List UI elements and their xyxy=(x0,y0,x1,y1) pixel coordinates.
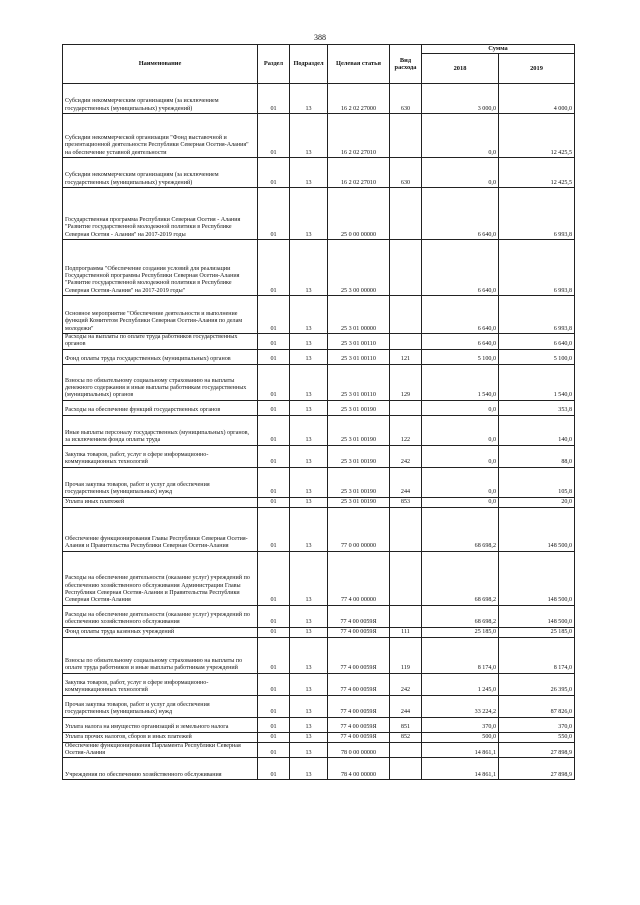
row-name: Прочая закупка товаров, работ и услуг для обеспечения государственных (муниципальных) нужд xyxy=(63,467,258,497)
row-subsection: 13 xyxy=(290,400,328,415)
row-target: 25 3 01 00110 xyxy=(328,334,390,350)
row-name: Учреждения по обеспечению хозяйственного обслуживания xyxy=(63,758,258,780)
row-section: 01 xyxy=(258,507,290,551)
row-expense-type xyxy=(390,758,422,780)
row-target: 16 2 02 27000 xyxy=(328,84,390,114)
row-sum-2018: 6 640,0 xyxy=(422,188,499,240)
row-section: 01 xyxy=(258,637,290,673)
table-row xyxy=(63,673,575,695)
row-expense-type xyxy=(390,605,422,627)
row-section: 01 xyxy=(258,240,290,296)
row-sum-2018: 0,0 xyxy=(422,400,499,415)
row-name: Уплата прочих налогов, сборов и иных платежей xyxy=(63,732,258,742)
row-expense-type: 630 xyxy=(390,84,422,114)
row-sum-2018: 8 174,0 xyxy=(422,637,499,673)
row-sum-2018: 25 185,0 xyxy=(422,627,499,637)
row-sum-2019: 148 500,0 xyxy=(499,605,575,627)
row-sum-2019: 87 826,0 xyxy=(499,695,575,717)
row-sum-2018: 6 640,0 xyxy=(422,296,499,334)
row-sum-2018: 370,0 xyxy=(422,717,499,732)
table-row xyxy=(63,415,575,445)
row-subsection: 13 xyxy=(290,758,328,780)
row-section: 01 xyxy=(258,364,290,400)
row-name: Взносы по обязательному социальному страхованию на выплаты денежного содержания и иные выплаты работникам государственных (муниципальных) органов xyxy=(63,364,258,400)
row-target: 77 4 00 0059Я xyxy=(328,717,390,732)
row-target: 25 3 01 00110 xyxy=(328,349,390,364)
row-section: 01 xyxy=(258,349,290,364)
row-subsection: 13 xyxy=(290,445,328,467)
row-subsection: 13 xyxy=(290,296,328,334)
row-subsection: 13 xyxy=(290,497,328,507)
table-row xyxy=(63,732,575,742)
row-section: 01 xyxy=(258,742,290,758)
row-expense-type xyxy=(390,334,422,350)
table-row xyxy=(63,114,575,158)
table-row xyxy=(63,188,575,240)
row-target: 25 3 00 00000 xyxy=(328,240,390,296)
row-expense-type xyxy=(390,188,422,240)
table-row xyxy=(63,717,575,732)
table-row xyxy=(63,240,575,296)
row-sum-2019: 1 540,0 xyxy=(499,364,575,400)
row-name: Подпрограмма "Обеспечение создания условий для реализации Государственной программы Республики Северная Осетия-Алания "Развитие государственной молодежной политики в Республике Северная Осетия-Алания" на 2017-2019 годы" xyxy=(63,240,258,296)
table-row xyxy=(63,445,575,467)
header-expense-type: Вид расхода xyxy=(390,45,422,84)
header-subsection: Подраздел xyxy=(290,45,328,84)
row-name: Фонд оплаты труда государственных (муниципальных) органов xyxy=(63,349,258,364)
table-row xyxy=(63,605,575,627)
row-sum-2019: 8 174,0 xyxy=(499,637,575,673)
row-expense-type: 851 xyxy=(390,717,422,732)
row-section: 01 xyxy=(258,732,290,742)
table-row xyxy=(63,497,575,507)
table-row xyxy=(63,400,575,415)
row-expense-type: 630 xyxy=(390,158,422,188)
table-row xyxy=(63,84,575,114)
row-sum-2018: 0,0 xyxy=(422,114,499,158)
row-sum-2019: 140,0 xyxy=(499,415,575,445)
row-target: 25 3 01 00190 xyxy=(328,497,390,507)
row-name: Расходы на обеспечение функций государственных органов xyxy=(63,400,258,415)
row-target: 77 4 00 0059Я xyxy=(328,627,390,637)
row-target: 25 0 00 00000 xyxy=(328,188,390,240)
row-sum-2018: 6 640,0 xyxy=(422,334,499,350)
row-sum-2019: 6 993,8 xyxy=(499,188,575,240)
row-section: 01 xyxy=(258,84,290,114)
table-row xyxy=(63,296,575,334)
page-number: 388 xyxy=(314,33,326,42)
row-subsection: 13 xyxy=(290,605,328,627)
row-sum-2018: 0,0 xyxy=(422,467,499,497)
row-subsection: 13 xyxy=(290,114,328,158)
row-section: 01 xyxy=(258,445,290,467)
row-name: Субсидии некоммерческим организациям (за исключением государственных (муниципальных) учреждений) xyxy=(63,158,258,188)
row-subsection: 13 xyxy=(290,717,328,732)
row-sum-2018: 68 698,2 xyxy=(422,551,499,605)
row-target: 78 4 00 00000 xyxy=(328,758,390,780)
row-expense-type: 119 xyxy=(390,637,422,673)
row-subsection: 13 xyxy=(290,673,328,695)
row-sum-2019: 550,0 xyxy=(499,732,575,742)
row-expense-type xyxy=(390,240,422,296)
row-subsection: 13 xyxy=(290,415,328,445)
header-section: Раздел xyxy=(258,45,290,84)
row-sum-2018: 14 861,1 xyxy=(422,758,499,780)
row-target: 25 3 01 00000 xyxy=(328,296,390,334)
row-name: Расходы на выплаты по оплате труда работников государственных органов xyxy=(63,334,258,350)
row-expense-type: 853 xyxy=(390,497,422,507)
row-sum-2018: 0,0 xyxy=(422,497,499,507)
row-target: 77 4 00 0059Я xyxy=(328,732,390,742)
row-section: 01 xyxy=(258,467,290,497)
row-sum-2018: 0,0 xyxy=(422,158,499,188)
row-target: 77 4 00 0059Я xyxy=(328,605,390,627)
table-row xyxy=(63,349,575,364)
row-sum-2019: 27 898,9 xyxy=(499,758,575,780)
row-sum-2019: 5 100,0 xyxy=(499,349,575,364)
row-sum-2018: 500,0 xyxy=(422,732,499,742)
row-subsection: 13 xyxy=(290,507,328,551)
row-target: 25 3 01 00190 xyxy=(328,445,390,467)
row-target: 77 4 00 0059Я xyxy=(328,673,390,695)
row-expense-type: 121 xyxy=(390,349,422,364)
row-name: Фонд оплаты труда казенных учреждений xyxy=(63,627,258,637)
row-name: Закупка товаров, работ, услуг в сфере информационно-коммуникационных технологий xyxy=(63,673,258,695)
row-section: 01 xyxy=(258,627,290,637)
row-target: 25 3 01 00190 xyxy=(328,400,390,415)
row-expense-type: 111 xyxy=(390,627,422,637)
row-subsection: 13 xyxy=(290,240,328,296)
row-sum-2018: 6 640,0 xyxy=(422,240,499,296)
row-sum-2019: 25 185,0 xyxy=(499,627,575,637)
row-sum-2019: 353,8 xyxy=(499,400,575,415)
row-name: Иные выплаты персоналу государственных (муниципальных) органов, за исключением фонда оплаты труда xyxy=(63,415,258,445)
row-sum-2018: 68 698,2 xyxy=(422,605,499,627)
row-expense-type: 242 xyxy=(390,445,422,467)
row-subsection: 13 xyxy=(290,349,328,364)
row-name: Уплата налога на имущество организаций и земельного налога xyxy=(63,717,258,732)
header-sum: Сумма xyxy=(422,45,575,54)
row-sum-2019: 6 993,8 xyxy=(499,240,575,296)
row-expense-type xyxy=(390,114,422,158)
table-row xyxy=(63,551,575,605)
row-sum-2019: 148 500,0 xyxy=(499,507,575,551)
row-section: 01 xyxy=(258,114,290,158)
row-section: 01 xyxy=(258,296,290,334)
row-name: Взносы по обязательному социальному страхованию на выплаты по оплате труда работников и иные выплаты работникам учреждений xyxy=(63,637,258,673)
table-row xyxy=(63,467,575,497)
table-row xyxy=(63,334,575,350)
table-row xyxy=(63,742,575,758)
row-sum-2019: 12 425,5 xyxy=(499,158,575,188)
row-name: Основное мероприятие "Обеспечение деятельности и выполнение функций Комитетом Республики Северная Осетия-Алания по делам молодежи" xyxy=(63,296,258,334)
row-section: 01 xyxy=(258,551,290,605)
row-subsection: 13 xyxy=(290,84,328,114)
row-sum-2018: 14 861,1 xyxy=(422,742,499,758)
table-row xyxy=(63,158,575,188)
table-row xyxy=(63,637,575,673)
row-section: 01 xyxy=(258,415,290,445)
row-subsection: 13 xyxy=(290,158,328,188)
row-sum-2018: 1 540,0 xyxy=(422,364,499,400)
row-expense-type: 852 xyxy=(390,732,422,742)
row-sum-2018: 3 000,0 xyxy=(422,84,499,114)
row-target: 77 4 00 0059Я xyxy=(328,637,390,673)
row-subsection: 13 xyxy=(290,467,328,497)
row-section: 01 xyxy=(258,758,290,780)
row-name: Субсидии некоммерческой организации "Фонд выставочной и презентационной деятельности Республики Северная Осетия-Алания" на обеспечение уставной деятельности xyxy=(63,114,258,158)
row-sum-2019: 105,8 xyxy=(499,467,575,497)
row-name: Расходы на обеспечение деятельности (оказание услуг) учреждений по обеспечению хозяйственного обслуживания xyxy=(63,605,258,627)
row-section: 01 xyxy=(258,717,290,732)
row-sum-2019: 27 898,9 xyxy=(499,742,575,758)
row-name: Расходы на обеспечение деятельности (оказание услуг) учреждений по обеспечению хозяйственного обслуживания Администрации Главы Республики Северная Осетия-Алания и Правительства Республики Северная Осетия-Алания xyxy=(63,551,258,605)
row-expense-type: 244 xyxy=(390,467,422,497)
row-expense-type xyxy=(390,551,422,605)
table-row xyxy=(63,507,575,551)
row-target: 78 0 00 00000 xyxy=(328,742,390,758)
row-sum-2018: 68 698,2 xyxy=(422,507,499,551)
table-row xyxy=(63,627,575,637)
row-sum-2019: 20,0 xyxy=(499,497,575,507)
row-target: 16 2 02 27010 xyxy=(328,114,390,158)
row-subsection: 13 xyxy=(290,551,328,605)
row-name: Обеспечение функционирования Главы Республики Северная Осетия-Алания и Правительства Республики Северная Осетия-Алания xyxy=(63,507,258,551)
row-target: 25 3 01 00190 xyxy=(328,467,390,497)
row-section: 01 xyxy=(258,605,290,627)
header-target: Целевая статья xyxy=(328,45,390,84)
row-target: 77 0 00 00000 xyxy=(328,507,390,551)
row-target: 77 4 00 0059Я xyxy=(328,695,390,717)
row-name: Субсидии некоммерческим организациям (за исключением государственных (муниципальных) учреждений) xyxy=(63,84,258,114)
row-sum-2019: 148 500,0 xyxy=(499,551,575,605)
row-expense-type xyxy=(390,742,422,758)
row-subsection: 13 xyxy=(290,742,328,758)
row-section: 01 xyxy=(258,158,290,188)
row-target: 77 4 00 00000 xyxy=(328,551,390,605)
row-sum-2019: 6 640,0 xyxy=(499,334,575,350)
table-row xyxy=(63,758,575,780)
row-name: Обеспечение функционирования Парламента Республики Северная Осетия-Алания xyxy=(63,742,258,758)
table-row xyxy=(63,364,575,400)
row-expense-type xyxy=(390,296,422,334)
row-expense-type xyxy=(390,400,422,415)
row-name: Государственная программа Республики Северная Осетия - Алания "Развитие государственной молодежной политики в Республике Северная Осетия - Алания" на 2017-2019 годы xyxy=(63,188,258,240)
row-name: Закупка товаров, работ, услуг в сфере информационно-коммуникационных технологий xyxy=(63,445,258,467)
row-sum-2019: 370,0 xyxy=(499,717,575,732)
row-sum-2019: 88,0 xyxy=(499,445,575,467)
row-subsection: 13 xyxy=(290,627,328,637)
row-sum-2019: 12 425,5 xyxy=(499,114,575,158)
row-sum-2018: 1 245,0 xyxy=(422,673,499,695)
row-target: 25 3 01 00110 xyxy=(328,364,390,400)
row-expense-type: 129 xyxy=(390,364,422,400)
row-sum-2018: 5 100,0 xyxy=(422,349,499,364)
row-expense-type xyxy=(390,507,422,551)
row-section: 01 xyxy=(258,673,290,695)
row-sum-2018: 33 224,2 xyxy=(422,695,499,717)
row-sum-2019: 6 993,8 xyxy=(499,296,575,334)
row-subsection: 13 xyxy=(290,695,328,717)
row-subsection: 13 xyxy=(290,364,328,400)
table-row xyxy=(63,695,575,717)
header-name: Наименование xyxy=(63,45,258,84)
row-sum-2018: 0,0 xyxy=(422,415,499,445)
row-subsection: 13 xyxy=(290,334,328,350)
row-expense-type: 122 xyxy=(390,415,422,445)
row-subsection: 13 xyxy=(290,637,328,673)
row-name: Уплата иных платежей xyxy=(63,497,258,507)
row-name: Прочая закупка товаров, работ и услуг для обеспечения государственных (муниципальных) нужд xyxy=(63,695,258,717)
row-section: 01 xyxy=(258,497,290,507)
header-year-2019: 2019 xyxy=(499,54,575,84)
row-target: 16 2 02 27010 xyxy=(328,158,390,188)
row-subsection: 13 xyxy=(290,188,328,240)
row-section: 01 xyxy=(258,188,290,240)
row-sum-2018: 0,0 xyxy=(422,445,499,467)
row-expense-type: 244 xyxy=(390,695,422,717)
budget-table xyxy=(62,44,575,780)
header-year-2018: 2018 xyxy=(422,54,499,84)
row-expense-type: 242 xyxy=(390,673,422,695)
row-subsection: 13 xyxy=(290,732,328,742)
row-section: 01 xyxy=(258,695,290,717)
row-target: 25 3 01 00190 xyxy=(328,415,390,445)
row-sum-2019: 4 000,0 xyxy=(499,84,575,114)
row-sum-2019: 26 395,0 xyxy=(499,673,575,695)
row-section: 01 xyxy=(258,400,290,415)
row-section: 01 xyxy=(258,334,290,350)
